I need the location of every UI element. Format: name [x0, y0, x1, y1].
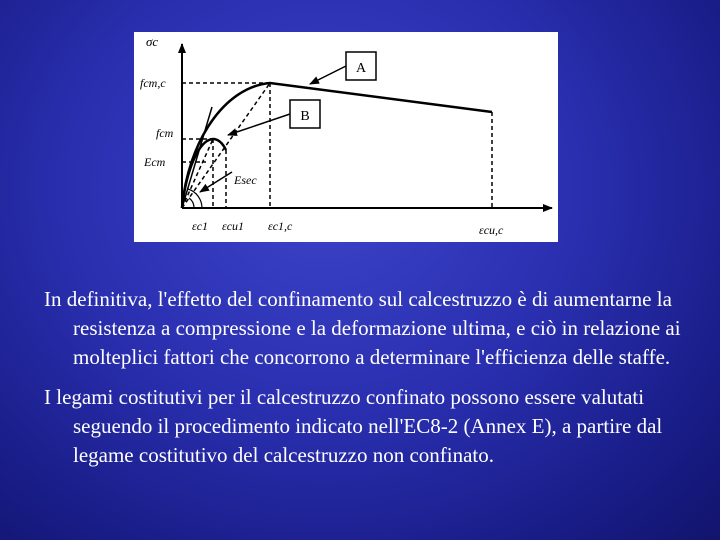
arrow-a: [310, 66, 346, 84]
box-a-label: A: [355, 61, 367, 76]
arrow-esec: [200, 172, 232, 192]
arrow-b: [228, 114, 290, 135]
axis-x-label: εcu,c: [479, 223, 504, 237]
axis-y-label: σc: [146, 34, 159, 49]
angle-arc-esec: [189, 198, 194, 208]
paragraph-2: I legami costitutivi per il calcestruzzo confinato possono essere valutati seguendo il procedimento indicato nell'EC8-2 (Annex E), a partire dal legame costitutivo del calcestruzzo non confinato.: [44, 385, 663, 467]
unconfined-curve: [182, 139, 226, 208]
text-block: [44, 285, 684, 481]
label-ecu1: εcu1: [222, 219, 245, 233]
label-ecm: Ecm: [144, 155, 166, 169]
label-fcmc: fcm,c: [140, 76, 166, 90]
label-ec1c: εc1,c: [268, 219, 293, 233]
paragraph-1: In definitiva, l'effetto del confinamento sul calcestruzzo è di aumentarne la resistenza a compressione e la deformazione ultima, e ciò in relazione ai molteplici fattori che concorrono a determinare l'efficienza delle staffe.: [44, 287, 681, 369]
diagram-svg: [134, 32, 558, 242]
label-esec: Esec: [234, 173, 257, 187]
confined-curve: [182, 83, 492, 208]
tangent-modulus-line: [182, 107, 212, 208]
box-b-label: B: [300, 109, 310, 124]
stress-strain-diagram: [134, 32, 558, 242]
secant-line: [182, 83, 270, 208]
label-fcm: fcm: [156, 126, 174, 140]
label-ec1: εc1: [192, 219, 209, 233]
